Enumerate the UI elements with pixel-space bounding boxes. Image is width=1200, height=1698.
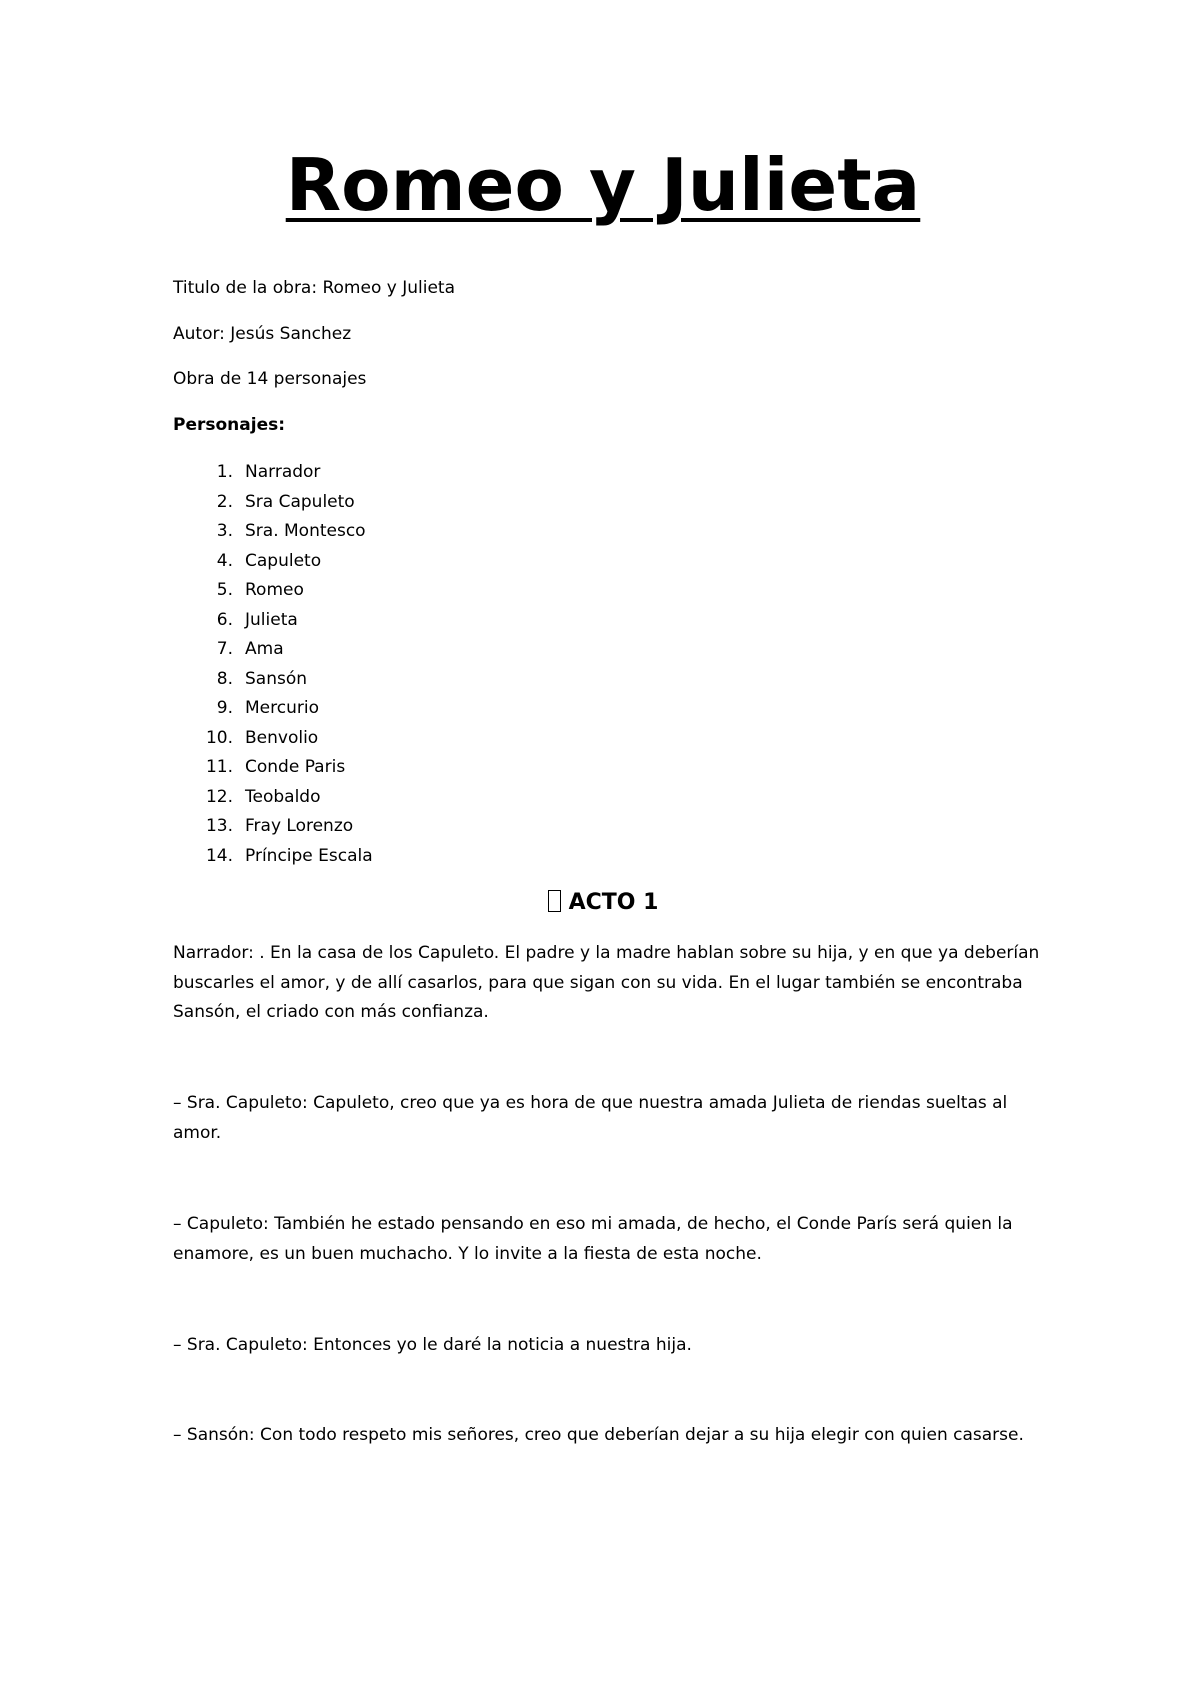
character-name: Sra. Montesco <box>245 521 366 541</box>
list-item <box>173 694 373 724</box>
character-name: Fray Lorenzo <box>245 816 354 836</box>
list-number: 11. <box>205 757 233 777</box>
list-item <box>173 458 373 488</box>
list-number: 6. <box>216 609 233 630</box>
list-item <box>173 842 373 872</box>
character-name: Sra Capuleto <box>245 491 355 512</box>
list-item <box>173 547 373 577</box>
list-number: 5. <box>216 580 233 600</box>
character-name: Teobaldo <box>245 786 321 807</box>
character-name: Narrador <box>245 462 321 482</box>
list-number: 8. <box>216 668 233 689</box>
cast-count-line: Obra de 14 personajes <box>173 369 367 389</box>
act-heading-text: ACTO 1 <box>568 890 659 915</box>
list-item <box>173 606 373 636</box>
narrator-paragraph: Narrador: . En la casa de los Capuleto. El padre y la madre hablan sobre su hija, y en que ya deberían buscarles el amor, y de allí casarlos, para que sigan con su vida. En el lugar también se encontraba Sansón, el criado con más confianza. <box>173 943 1040 1022</box>
list-item <box>173 517 373 547</box>
document-title: Romeo y Julieta <box>285 143 921 227</box>
dialogue-paragraph: – Sra. Capuleto: Entonces yo le daré la noticia a nuestra hija. <box>173 1335 692 1355</box>
character-name: Sansón <box>245 668 308 689</box>
dialogue-paragraph: – Sra. Capuleto: Capuleto, creo que ya es hora de que nuestra amada Julieta de riendas sueltas al amor. <box>173 1093 1008 1143</box>
list-item <box>173 635 373 665</box>
dialogue-paragraph: – Capuleto: También he estado pensando en eso mi amada, de hecho, el Conde París será quien la enamore, es un buen muchacho. Y lo invite a la fiesta de esta noche. <box>173 1214 1013 1264</box>
list-item <box>173 812 373 842</box>
character-name: Benvolio <box>245 727 319 748</box>
characters-heading: Personajes: <box>173 415 286 435</box>
document-page <box>173 0 1040 1698</box>
missing-glyph-icon <box>548 890 561 912</box>
character-name: Julieta <box>245 609 298 630</box>
list-item <box>173 488 373 518</box>
list-number: 12. <box>205 786 233 807</box>
character-name: Príncipe Escala <box>245 845 373 866</box>
list-number: 2. <box>216 491 233 512</box>
list-item <box>173 724 373 754</box>
character-name: Romeo <box>245 580 304 600</box>
list-item <box>173 665 373 695</box>
list-item <box>173 783 373 813</box>
character-name: Capuleto <box>245 550 322 571</box>
act-heading <box>173 886 1033 920</box>
list-number: 3. <box>216 521 233 541</box>
author-line: Autor: Jesús Sanchez <box>173 324 352 344</box>
list-number: 7. <box>216 639 233 659</box>
character-name: Conde Paris <box>245 757 346 777</box>
list-number: 1. <box>216 462 233 482</box>
list-number: 9. <box>216 698 233 718</box>
list-item <box>173 753 373 783</box>
characters-list <box>173 458 373 871</box>
list-item <box>173 576 373 606</box>
list-number: 10. <box>205 727 233 748</box>
list-number: 4. <box>216 550 233 571</box>
dialogue-paragraph: – Sansón: Con todo respeto mis señores, creo que deberían dejar a su hija elegir con quien casarse. <box>173 1425 1024 1445</box>
work-title-line: Titulo de la obra: Romeo y Julieta <box>173 278 455 298</box>
character-name: Mercurio <box>245 698 319 718</box>
list-number: 14. <box>205 845 233 866</box>
character-name: Ama <box>245 639 284 659</box>
list-number: 13. <box>205 816 233 836</box>
